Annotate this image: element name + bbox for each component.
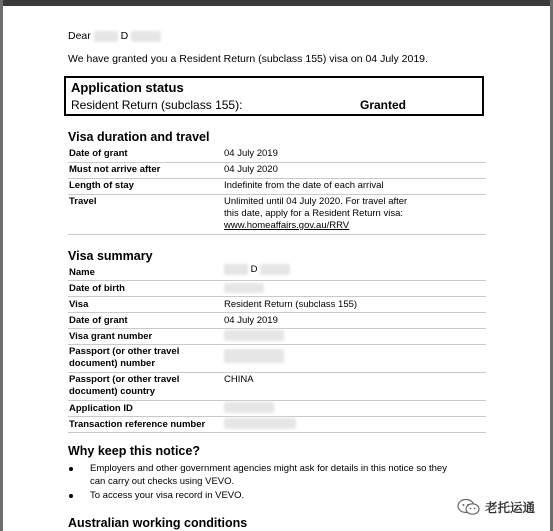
wechat-watermark — [457, 494, 547, 522]
redacted-grant-number — [224, 330, 284, 341]
row-label: Must not arrive after — [69, 164, 161, 175]
resident-return-link[interactable]: www.homeaffairs.gov.au/RRV — [224, 220, 350, 231]
row-label: Date of birth — [69, 283, 125, 294]
row-value: 04 July 2020 — [224, 164, 278, 175]
table-row — [68, 194, 486, 235]
greeting-initial: D — [120, 30, 129, 42]
window-top-border — [0, 0, 553, 6]
row-label: Date of grant — [69, 148, 128, 159]
table-row — [68, 146, 486, 163]
row-value — [224, 349, 284, 363]
greeting — [68, 30, 161, 42]
row-label: Application ID — [69, 403, 133, 414]
redacted-first-name — [94, 31, 118, 42]
table-row — [68, 328, 486, 345]
table-row — [68, 280, 486, 297]
row-label-line1: Passport (or other travel — [69, 346, 180, 357]
redacted-passport-number — [224, 349, 284, 363]
row-label: Travel — [69, 196, 97, 207]
application-status-value: Granted — [360, 98, 407, 112]
row-label: Name — [69, 267, 95, 278]
row-value: 04 July 2019 — [224, 148, 278, 159]
redacted-last-name — [131, 31, 161, 42]
bullet-dot — [69, 467, 73, 471]
bullet-dot — [69, 494, 73, 498]
application-status-visa: Resident Return (subclass 155): — [71, 98, 243, 112]
table-row — [68, 344, 486, 373]
table-row — [68, 178, 486, 195]
duration-section-title: Visa duration and travel — [68, 130, 210, 144]
redacted-name — [260, 264, 290, 275]
table-row — [68, 372, 486, 401]
row-value: Indefinite from the date of each arrival — [224, 180, 384, 191]
table-row — [68, 162, 486, 179]
redacted-name — [224, 264, 248, 275]
row-value-line2: this date, apply for a Resident Return visa: — [224, 208, 404, 219]
row-label: Date of grant — [69, 315, 128, 326]
row-value — [224, 402, 274, 414]
working-section-title: Australian working conditions — [68, 516, 248, 530]
redacted-application-id — [224, 402, 274, 413]
row-label: Length of stay — [69, 180, 134, 191]
application-status-box — [64, 76, 484, 116]
row-value — [224, 330, 284, 342]
row-value-line1: Unlimited until 04 July 2020. For travel after — [224, 196, 408, 207]
intro-text: We have granted you a Resident Return (subclass 155) visa on 04 July 2019. — [68, 53, 428, 65]
bullet-1-line-1: Employers and other government agencies might ask for details in this notice so they — [90, 463, 447, 474]
row-label: Transaction reference number — [69, 419, 206, 430]
table-row — [68, 264, 486, 281]
row-value — [224, 418, 296, 430]
why-section-title: Why keep this notice? — [68, 444, 200, 458]
row-label: Visa grant number — [69, 331, 153, 342]
row-value: CHINA — [224, 374, 254, 385]
redacted-transaction-reference — [224, 418, 296, 429]
greeting-prefix: Dear — [68, 30, 91, 42]
row-value: 04 July 2019 — [224, 315, 278, 326]
row-value: Resident Return (subclass 155) — [224, 299, 358, 310]
redacted-date-of-birth — [224, 283, 264, 293]
row-label-line1: Passport (or other travel — [69, 374, 180, 385]
bullet-1-line-2: can carry out checks using VEVO. — [90, 476, 235, 487]
row-value — [224, 283, 264, 295]
wechat-icon — [457, 498, 481, 516]
table-row — [68, 312, 486, 329]
table-row — [68, 296, 486, 313]
application-status-title: Application status — [71, 80, 184, 95]
summary-section-title: Visa summary — [68, 249, 153, 263]
table-row — [68, 400, 486, 417]
watermark-text: 老托运通 — [485, 501, 536, 515]
window-left-border — [0, 0, 3, 531]
row-label-line2: document) number — [69, 358, 156, 369]
bullet-2: To access your visa record in VEVO. — [90, 490, 245, 501]
name-initial: D — [250, 264, 258, 276]
row-label: Visa — [69, 299, 89, 310]
row-label-line2: document) country — [69, 386, 156, 397]
table-row — [68, 416, 486, 433]
row-value — [224, 264, 290, 276]
